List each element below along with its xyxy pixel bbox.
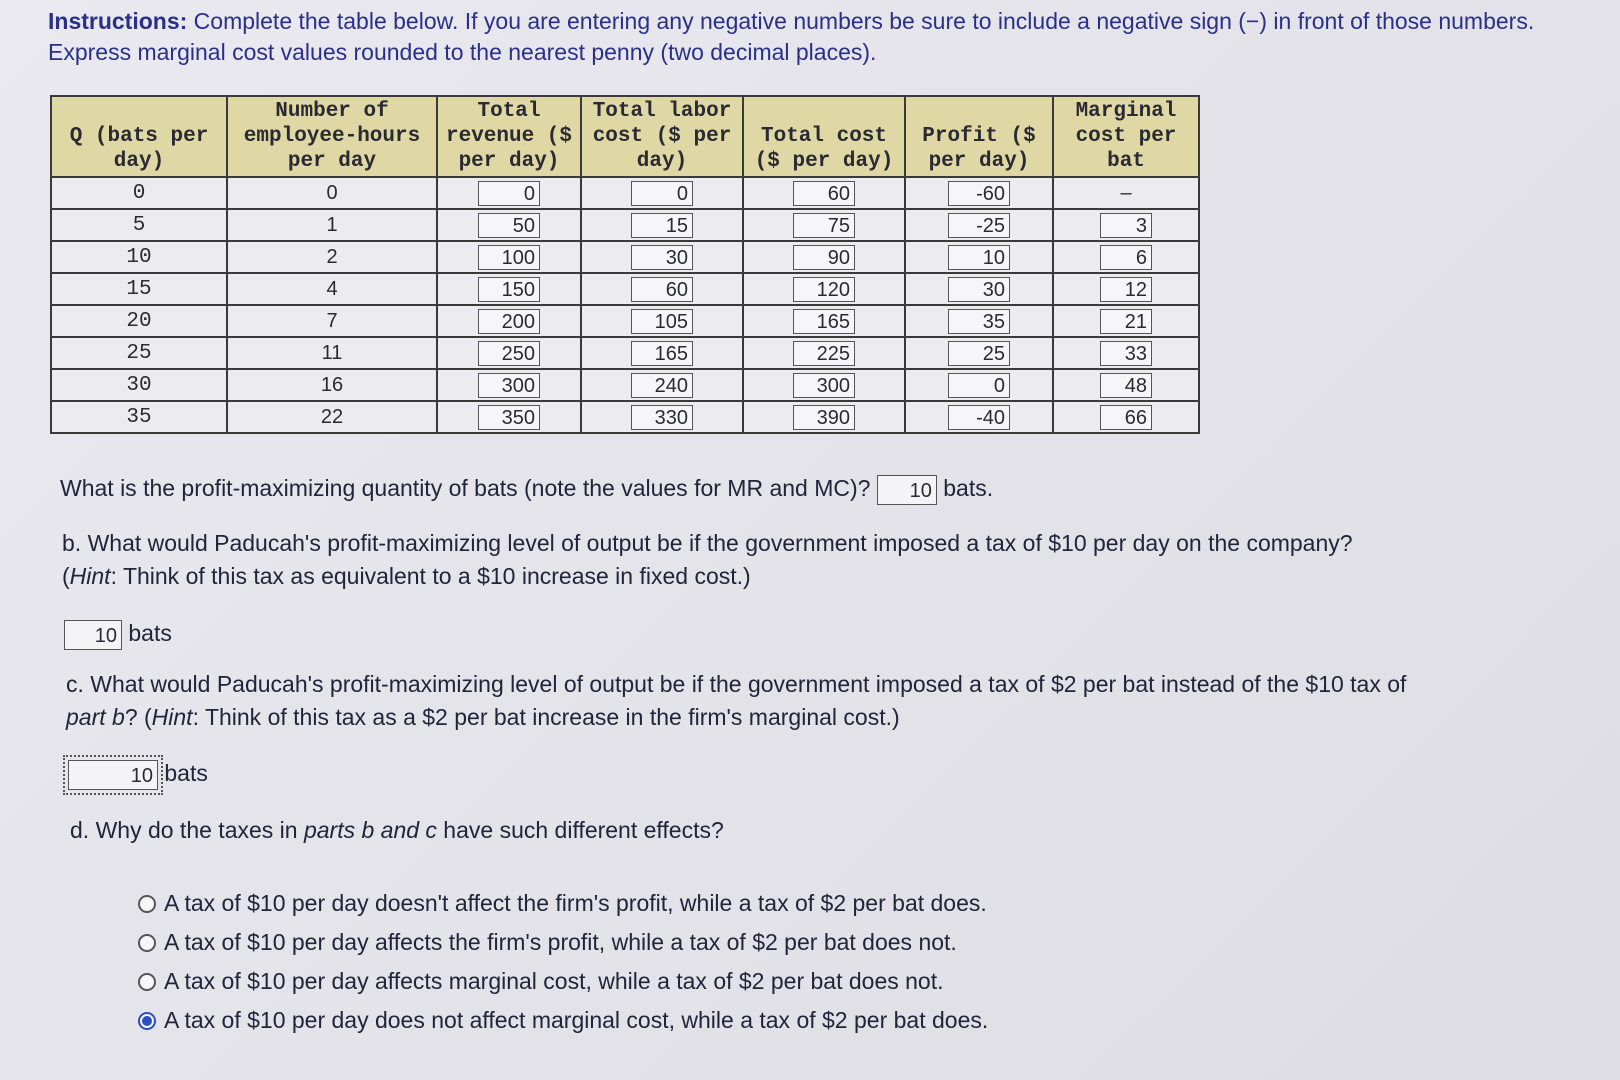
option-3-label: A tax of $10 per day affects marginal cost, while a tax of $2 per bat does not. [164,968,944,994]
mc-cell [1053,273,1199,305]
revenue-cell [437,305,581,337]
table-row [51,305,1199,337]
question-c-answer-row [68,760,208,790]
q-cell: 5 [51,209,227,241]
option-3[interactable] [138,968,943,995]
question-c-text: c. What would Paducah's profit-maximizing level of output be if the government imposed a tax of $2 per bat instead of the $10 tax of [66,671,1407,697]
header-labor: Total labor cost ($ per day) [581,96,743,177]
hours-cell: 22 [227,401,437,433]
table-header-row [51,96,1199,177]
total-cost-cell [743,369,905,401]
total-cost-cell [743,305,905,337]
question-b-answer-row [64,620,172,650]
mc-input[interactable]: 66 [1100,405,1152,430]
profit-cell [905,305,1053,337]
table-row [51,273,1199,305]
table-row [51,241,1199,273]
q-cell: 25 [51,337,227,369]
table-row [51,337,1199,369]
total-cost-input[interactable]: 165 [793,309,855,334]
mc-cell [1053,401,1199,433]
mc-input[interactable]: 33 [1100,341,1152,366]
option-1[interactable] [138,890,987,917]
labor-input[interactable]: 0 [631,181,693,206]
labor-cell [581,273,743,305]
total-cost-input[interactable]: 300 [793,373,855,398]
labor-input[interactable]: 15 [631,213,693,238]
labor-cell [581,177,743,209]
q-cell: 20 [51,305,227,337]
option-2-label: A tax of $10 per day affects the firm's profit, while a tax of $2 per bat does not. [164,929,957,955]
labor-input[interactable]: 60 [631,277,693,302]
profit-cell [905,401,1053,433]
question-a [60,475,993,505]
q-cell: 35 [51,401,227,433]
hours-cell: 11 [227,337,437,369]
mc-cell [1053,337,1199,369]
option-4[interactable] [138,1007,988,1034]
mc-input[interactable]: 21 [1100,309,1152,334]
profit-input[interactable]: -40 [948,405,1010,430]
mc-input[interactable]: 12 [1100,277,1152,302]
question-d [70,817,724,844]
revenue-input[interactable]: 250 [478,341,540,366]
table-row [51,209,1199,241]
cost-table [50,95,1200,434]
labor-cell [581,305,743,337]
revenue-input[interactable]: 200 [478,309,540,334]
option-1-label: A tax of $10 per day doesn't affect the firm's profit, while a tax of $2 per bat does. [164,890,987,916]
radio-button[interactable] [138,934,156,952]
question-a-unit: bats. [943,475,994,502]
labor-cell [581,337,743,369]
question-c-hint-label: Hint [151,704,193,730]
labor-input[interactable]: 240 [631,373,693,398]
header-profit: Profit ($ per day) [905,96,1053,177]
total-cost-input[interactable]: 390 [793,405,855,430]
profit-cell [905,241,1053,273]
question-c-hint-text: : Think of this tax as a $2 per bat increase in the firm's marginal cost.) [192,704,900,730]
header-hours: Number of employee-hours per day [227,96,437,177]
answer-c-input[interactable]: 10 [68,760,158,790]
q-cell: 0 [51,177,227,209]
table-row [51,369,1199,401]
option-2[interactable] [138,929,957,956]
profit-cell [905,273,1053,305]
answer-b-input[interactable]: 10 [64,620,122,650]
revenue-cell [437,273,581,305]
total-cost-cell [743,337,905,369]
total-cost-input[interactable]: 90 [793,245,855,270]
hours-cell: 16 [227,369,437,401]
mc-cell [1053,209,1199,241]
revenue-input[interactable]: 0 [478,181,540,206]
total-cost-cell [743,209,905,241]
profit-input[interactable]: 35 [948,309,1010,334]
table-row [51,401,1199,433]
option-4-label: A tax of $10 per day does not affect marginal cost, while a tax of $2 per bat does. [164,1007,989,1033]
revenue-input[interactable]: 100 [478,245,540,270]
question-a-text: What is the profit-maximizing quantity of bats (note the values for MR and MC)? [60,475,871,502]
profit-input[interactable]: 0 [948,373,1010,398]
header-revenue: Total revenue ($ per day) [437,96,581,177]
profit-cell [905,369,1053,401]
total-cost-cell [743,241,905,273]
question-c-unit: bats [164,760,208,787]
labor-input[interactable]: 105 [631,309,693,334]
question-c: c. What would Paducah's profit-maximizing level of output be if the government imposed a tax of $2 per bat instead of the $10 tax of part b? (Hint: Think of this tax as a $2 per bat increase in the firm's marginal cost.) [66,671,1407,730]
header-mc: Marginal cost per bat [1053,96,1199,177]
profit-cell [905,177,1053,209]
revenue-cell [437,241,581,273]
hours-cell: 2 [227,241,437,273]
mc-cell [1053,241,1199,273]
labor-cell [581,369,743,401]
revenue-cell [437,337,581,369]
profit-input[interactable]: 10 [948,245,1010,270]
q-cell: 15 [51,273,227,305]
total-cost-input[interactable]: 75 [793,213,855,238]
mc-cell: – [1053,177,1199,209]
total-cost-cell [743,273,905,305]
question-d-prefix: d. Why do the taxes in [70,817,304,843]
header-q: Q (bats per day) [51,96,227,177]
mc-input[interactable]: 6 [1100,245,1152,270]
total-cost-cell [743,177,905,209]
revenue-input[interactable]: 150 [478,277,540,302]
question-b-hint-text: : Think of this tax as equivalent to a $10 increase in fixed cost.) [110,563,751,589]
instructions-text: Complete the table below. If you are entering any negative numbers be sure to include a negative sign (−) in front of those numbers. Express marginal cost values rounded to the nearest penny (two decimal places). [48,8,1535,65]
profit-input[interactable]: -25 [948,213,1010,238]
labor-cell [581,209,743,241]
profit-input[interactable]: 25 [948,341,1010,366]
labor-input[interactable]: 330 [631,405,693,430]
hours-cell: 4 [227,273,437,305]
revenue-cell [437,177,581,209]
mc-cell [1053,305,1199,337]
header-total-cost: Total cost ($ per day) [743,96,905,177]
revenue-input[interactable]: 50 [478,213,540,238]
revenue-cell [437,369,581,401]
table-body [51,177,1199,433]
total-cost-input[interactable]: 120 [793,277,855,302]
mc-cell [1053,369,1199,401]
total-cost-cell [743,401,905,433]
answer-a-input[interactable]: 10 [877,475,937,505]
radio-button[interactable] [138,895,156,913]
mc-input[interactable]: 3 [1100,213,1152,238]
question-b-text: b. What would Paducah's profit-maximizing level of output be if the government imposed a tax of $10 per day on the company? [62,530,1353,556]
profit-input[interactable]: -60 [948,181,1010,206]
revenue-input[interactable]: 300 [478,373,540,398]
radio-button-selected[interactable] [138,1012,156,1030]
mc-input[interactable]: 48 [1100,373,1152,398]
labor-cell [581,401,743,433]
profit-input[interactable]: 30 [948,277,1010,302]
question-b-unit: bats [128,620,172,647]
instructions [48,6,1548,68]
labor-input[interactable]: 30 [631,245,693,270]
revenue-input[interactable]: 350 [478,405,540,430]
radio-button[interactable] [138,973,156,991]
q-cell: 30 [51,369,227,401]
q-cell: 10 [51,241,227,273]
labor-input[interactable]: 165 [631,341,693,366]
question-b-hint-label: Hint [69,563,111,589]
question-d-parts: parts b and c [303,817,437,843]
total-cost-input[interactable]: 225 [793,341,855,366]
instructions-label: Instructions: [48,8,188,34]
hours-cell: 1 [227,209,437,241]
total-cost-input[interactable]: 60 [793,181,855,206]
hours-cell: 0 [227,177,437,209]
revenue-cell [437,401,581,433]
profit-cell [905,337,1053,369]
labor-cell [581,241,743,273]
table-row [51,177,1199,209]
question-d-suffix: have such different effects? [436,817,724,843]
hours-cell: 7 [227,305,437,337]
profit-cell [905,209,1053,241]
question-c-part-label: part b [66,704,125,730]
revenue-cell [437,209,581,241]
question-b: b. What would Paducah's profit-maximizing level of output be if the government imposed a tax of $10 per day on the company? (Hint: Think of this tax as equivalent to a $10 increase in fixed cost.) [62,530,1353,589]
